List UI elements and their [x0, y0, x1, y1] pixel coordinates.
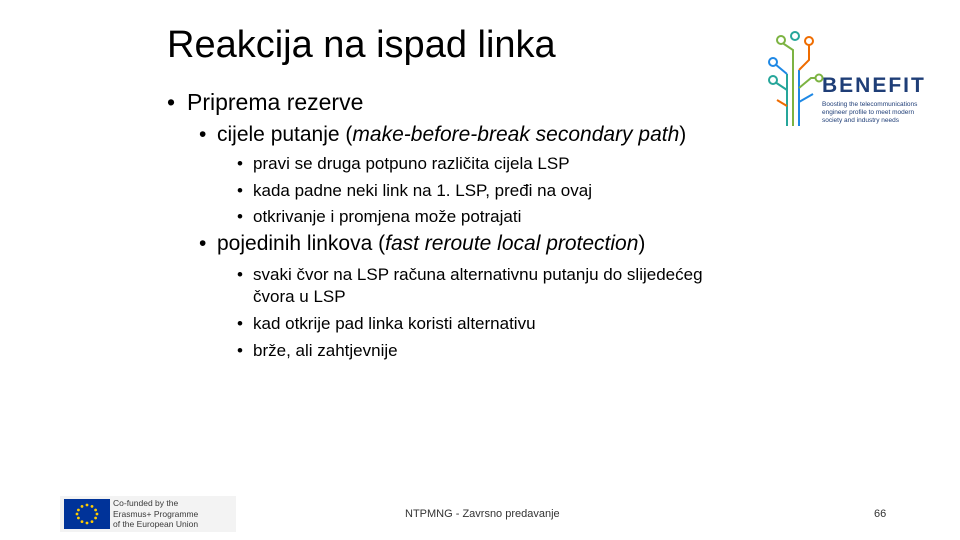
bullet-text: svaki čvor na LSP računa alternativnu putanju do slijedećeg	[253, 265, 703, 284]
bullet-marker: •	[237, 154, 243, 173]
tagline-line: Boosting the telecommunications	[822, 101, 918, 108]
bullet-text-em: fast reroute local protection	[385, 232, 639, 255]
bullet-text-post: )	[638, 232, 646, 255]
bullet-marker: •	[237, 341, 243, 360]
tagline-line: engineer profile to meet modern	[822, 109, 915, 116]
bullet-text: brže, ali zahtjevnije	[253, 341, 398, 360]
bullet-level2-path	[199, 122, 686, 148]
bullet-text-em: make-before-break secondary path	[352, 123, 680, 146]
bullet-level3	[237, 313, 536, 334]
bullet-text: Priprema rezerve	[187, 89, 364, 115]
footer-course-label: NTPMNG - Zavrsno predavanje	[405, 508, 560, 520]
tagline-line: society and industry needs	[822, 117, 899, 124]
eu-cofunding-text	[113, 498, 198, 530]
bullet-marker: •	[199, 123, 207, 146]
bullet-text: otkrivanje i promjena može potrajati	[253, 207, 522, 226]
bullet-marker: •	[237, 265, 243, 284]
bullet-text: kada padne neki link na 1. LSP, pređi na ovaj	[253, 181, 592, 200]
bullet-marker: •	[199, 232, 207, 255]
bullet-marker: •	[167, 89, 176, 115]
eu-text-line: of the European Union	[113, 519, 199, 529]
bullet-marker: •	[237, 314, 243, 333]
eu-text-line: Erasmus+ Programme	[113, 508, 199, 519]
bullet-level3	[237, 153, 570, 174]
slide-title: Reakcija na ispad linka	[167, 24, 556, 66]
bullet-text-pre: cijele putanje (	[217, 123, 353, 146]
bullet-level3	[237, 264, 703, 285]
bullet-text-post: )	[679, 123, 687, 146]
bullet-text: pravi se druga potpuno različita cijela LSP	[253, 154, 570, 173]
bullet-text-pre: pojedinih linkova (	[217, 232, 386, 255]
bullet-level2-links	[199, 231, 645, 257]
bullet-marker: •	[237, 181, 243, 200]
page-number: 66	[874, 508, 887, 520]
benefit-logo-tagline	[822, 101, 917, 125]
bullet-level3	[237, 180, 592, 201]
bullet-text: kad otkrije pad linka koristi alternativu	[253, 314, 536, 333]
bullet-level1	[167, 88, 363, 116]
bullet-level3	[237, 206, 521, 227]
bullet-marker: •	[237, 207, 243, 226]
bullet-level3-continuation: čvora u LSP	[253, 287, 346, 306]
bullet-level3	[237, 340, 398, 361]
benefit-logo-word: BENEFIT	[822, 74, 926, 97]
eu-text-line: Co-funded by the	[113, 498, 179, 508]
